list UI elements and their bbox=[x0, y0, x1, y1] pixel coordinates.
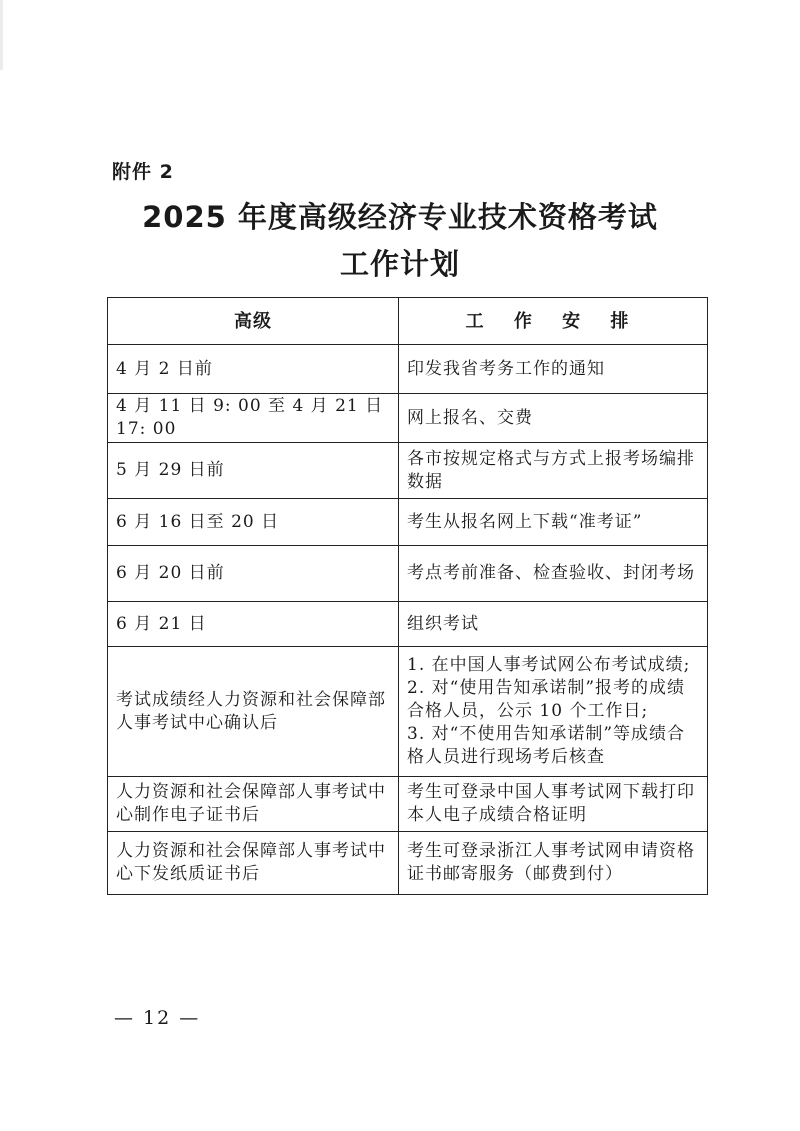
row-task: 考点考前准备、检查验收、封闭考场 bbox=[399, 546, 708, 602]
row-task: 组织考试 bbox=[399, 602, 708, 647]
header-level: 高级 bbox=[108, 298, 399, 345]
row-task: 网上报名、交费 bbox=[399, 394, 708, 443]
row-time: 4 月 2 日前 bbox=[108, 345, 399, 394]
page-title: 2025 年度高级经济专业技术资格考试 bbox=[142, 200, 658, 234]
row-time: 6 月 20 日前 bbox=[108, 546, 399, 602]
row-time: 人力资源和社会保障部人事考试中心下发纸质证书后 bbox=[108, 832, 399, 895]
page-subtitle: 工作计划 bbox=[339, 247, 460, 281]
page-number: — 12 — bbox=[114, 1007, 201, 1029]
row-time: 5 月 29 日前 bbox=[108, 443, 399, 499]
row-time: 6 月 21 日 bbox=[108, 602, 399, 647]
header-arrangement: 工 作 安 排 bbox=[399, 298, 708, 345]
table-row bbox=[108, 394, 708, 443]
work-plan-table bbox=[107, 297, 708, 895]
row-task: 考生从报名网上下载“准考证” bbox=[399, 499, 708, 546]
table-row bbox=[108, 345, 708, 394]
row-time: 4 月 11 日 9: 00 至 4 月 21 日 17: 00 bbox=[108, 394, 399, 443]
task-item: 1. 在中国人事考试网公布考试成绩; bbox=[407, 655, 691, 675]
row-time: 6 月 16 日至 20 日 bbox=[108, 499, 399, 546]
table-row bbox=[108, 546, 708, 602]
task-item: 2. 对“使用告知承诺制”报考的成绩合格人员，公示 10 个工作日; bbox=[407, 678, 686, 721]
row-task: 各市按规定格式与方式上报考场编排数据 bbox=[399, 443, 708, 499]
row-task-list bbox=[399, 647, 708, 777]
table-row bbox=[108, 602, 708, 647]
table-row bbox=[108, 832, 708, 895]
row-task: 印发我省考务工作的通知 bbox=[399, 345, 708, 394]
row-time: 考试成绩经人力资源和社会保障部人事考试中心确认后 bbox=[108, 647, 399, 777]
attachment-label: 附件 2 bbox=[112, 161, 174, 183]
table-row bbox=[108, 647, 708, 777]
table-row bbox=[108, 499, 708, 546]
row-task: 考生可登录中国人事考试网下载打印本人电子成绩合格证明 bbox=[399, 777, 708, 832]
table-header-row bbox=[108, 298, 708, 345]
row-task: 考生可登录浙江人事考试网申请资格证书邮寄服务（邮费到付） bbox=[399, 832, 708, 895]
table-row bbox=[108, 777, 708, 832]
task-item: 3. 对“不使用告知承诺制”等成绩合格人员进行现场考后核查 bbox=[407, 724, 686, 767]
table-row bbox=[108, 443, 708, 499]
scan-edge-shadow bbox=[0, 0, 3, 70]
row-time: 人力资源和社会保障部人事考试中心制作电子证书后 bbox=[108, 777, 399, 832]
